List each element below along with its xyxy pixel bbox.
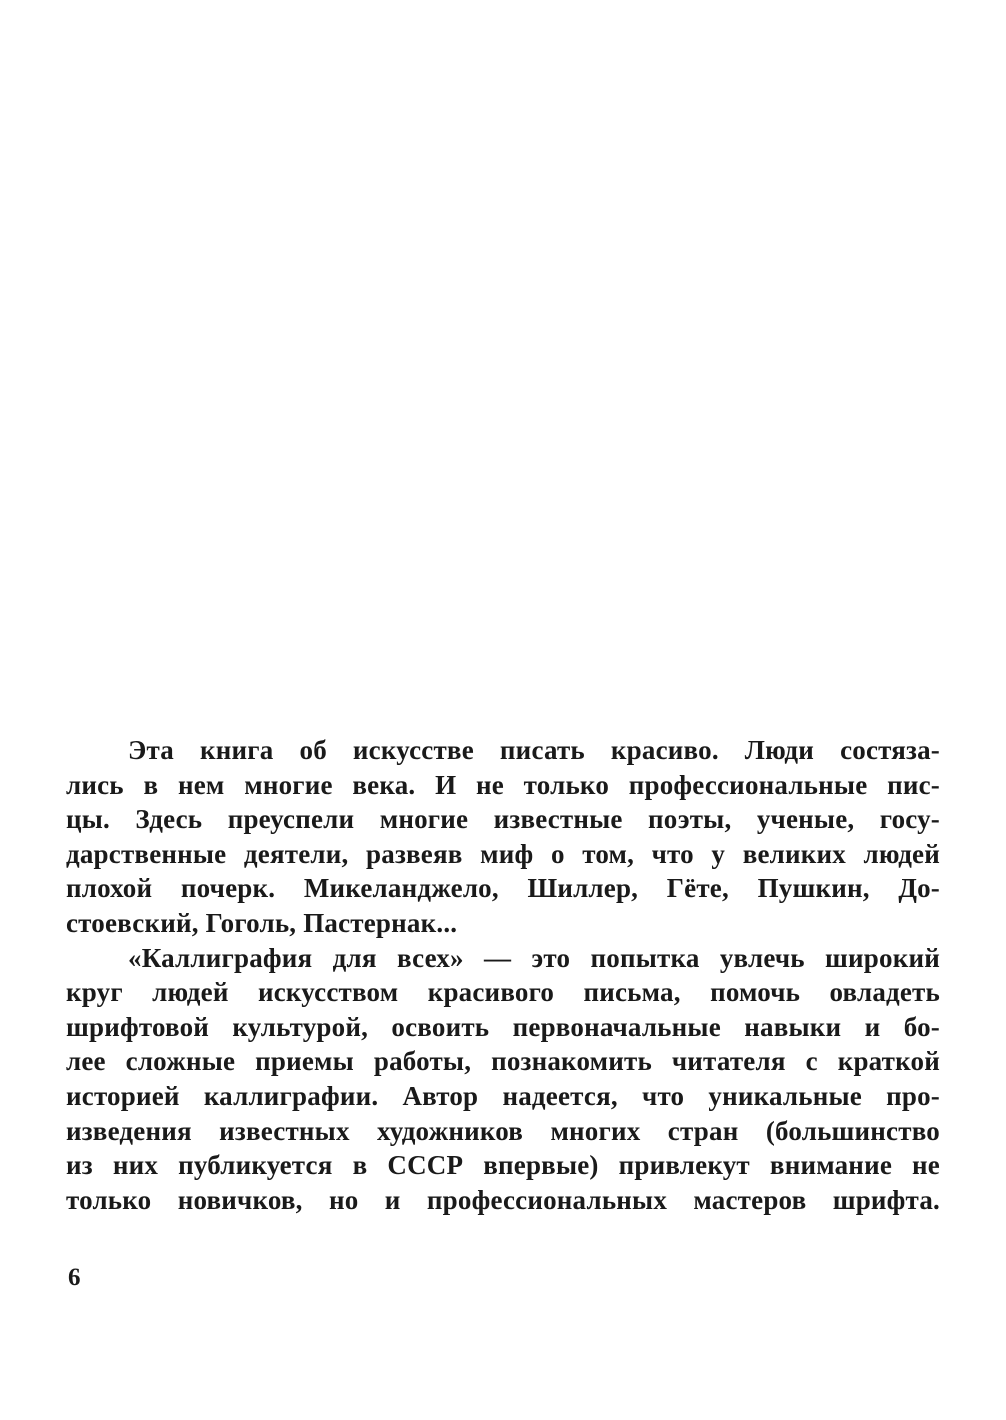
- text-line: лись в нем многие века. И не только профессиональные пис-: [66, 769, 940, 800]
- text-line: шрифтовой культурой, освоить первоначальные навыки и бо-: [66, 1011, 940, 1042]
- text-line: стоевский, Гоголь, Пастернак...: [66, 907, 458, 938]
- text-line: из них публикуется в СССР впервые) привлекут внимание не: [66, 1150, 940, 1181]
- text-line: круг людей искусством красивого письма, помочь овладеть: [66, 977, 940, 1008]
- text-line: изведения известных художников многих стран (большинство: [66, 1115, 940, 1146]
- text-line: цы. Здесь преуспели многие известные поэты, ученые, госу-: [66, 804, 940, 835]
- text-line: дарственные деятели, развеяв миф о том, что у великих людей: [66, 838, 940, 869]
- text-line: только новичков, но и профессиональных мастеров шрифта.: [66, 1184, 940, 1215]
- paragraph-1: [66, 733, 940, 941]
- page-number: 6: [68, 1264, 81, 1291]
- text-line: Эта книга об искусстве писать красиво. Люди состяза-: [128, 735, 940, 765]
- text-line: плохой почерк. Микеланджело, Шиллер, Гёте, Пушкин, До-: [66, 873, 940, 904]
- paragraph-2: [66, 941, 940, 1218]
- text-line: «Каллиграфия для всех» — это попытка увлечь широкий: [128, 942, 940, 973]
- text-line: лее сложные приемы работы, познакомить читателя с краткой: [66, 1046, 940, 1077]
- text-line: историей каллиграфии. Автор надеется, что уникальные про-: [66, 1080, 940, 1111]
- annotation-text: [66, 733, 940, 1217]
